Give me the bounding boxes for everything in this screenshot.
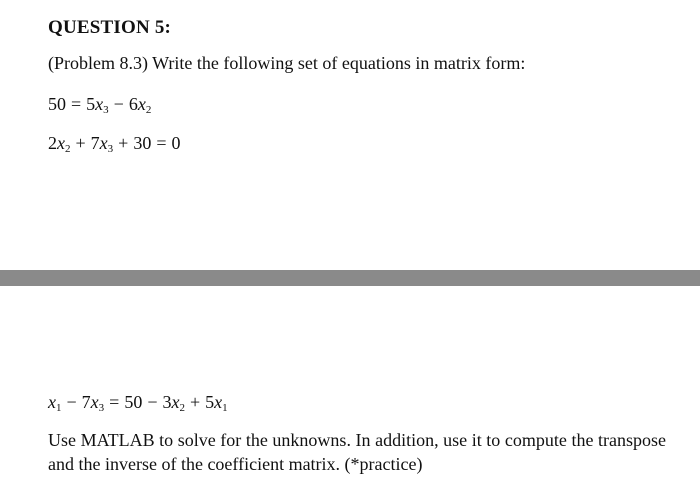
equation-1: $50 = 5x_3 - 6x_2$ (48, 94, 152, 116)
question-heading: QUESTION 5: (48, 17, 172, 38)
instructions-paragraph: Use MATLAB to solve for the unknowns. In addition, use it to compute the transpose and the inverse of the coefficient matrix. (*practice) (48, 430, 666, 474)
equation-2: $2x_2 + 7x_3 + 30 = 0$ (48, 133, 181, 155)
problem-statement: (Problem 8.3) Write the following set of equations in matrix form: (48, 53, 526, 73)
equation-3: $x_1 - 7x_3 = 50 - 3x_2 + 5x_1$ (48, 392, 228, 414)
section-divider (0, 270, 700, 286)
